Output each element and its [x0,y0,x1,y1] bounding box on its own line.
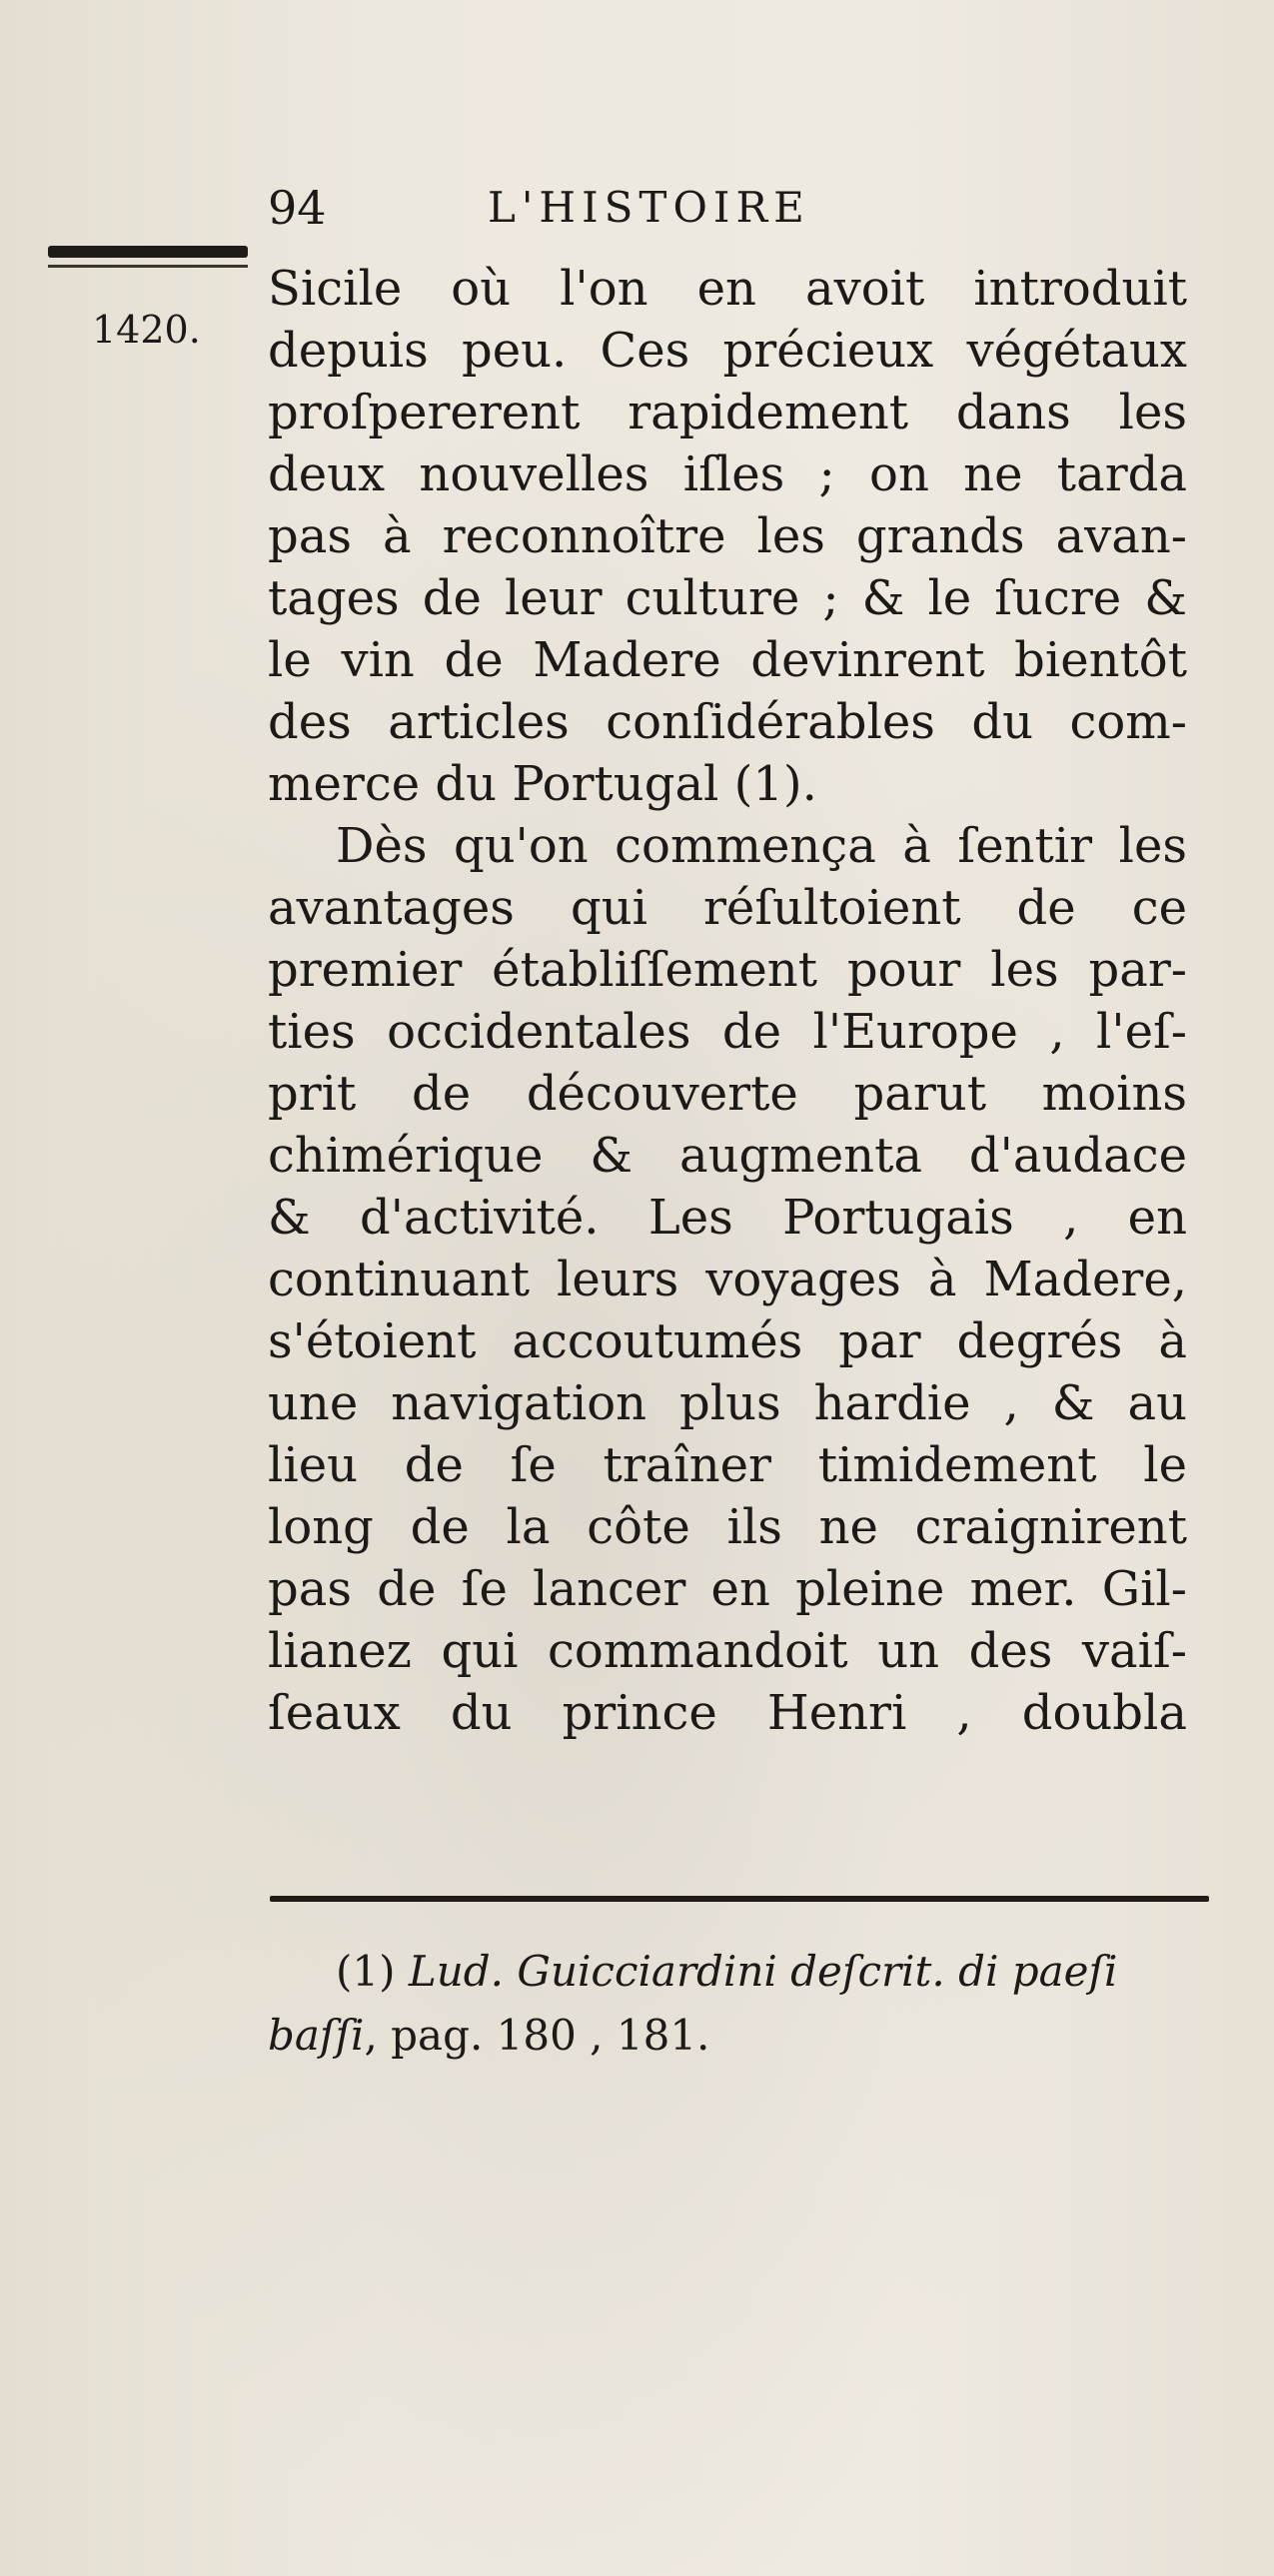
footnote-page-ref: , pag. 180 , 181. [364,2011,710,2060]
footnote-citation-cont: baſſi [268,2011,365,2060]
text-line: lianez qui commandoit un des vaiſ- [268,1623,1187,1679]
text-line: chimérique & augmenta d'audace [268,1128,1187,1184]
margin-year-note: 1420. [92,308,201,352]
header-rule-thin [48,265,248,268]
text-line: s'étoient accoutumés par degrés à [268,1313,1187,1369]
footnote-marker: (1) [336,1947,396,1996]
text-line: une navigation plus hardie , & au [268,1375,1187,1431]
text-line: depuis peu. Ces précieux végétaux [268,323,1187,379]
text-line: pas de ſe lancer en pleine mer. Gil- [268,1561,1187,1617]
text-line: merce du Portugal (1). [268,756,817,812]
text-line: tages de leur culture ; & le ſucre & [268,570,1187,626]
footnote [268,1940,1187,2068]
footnote-line [268,1940,1187,2004]
text-line: continuant leurs voyages à Madere, [268,1252,1187,1307]
text-line: avantages qui réſultoient de ce [268,880,1187,936]
text-line: Sicile où l'on en avoit introduit [268,261,1187,317]
text-line: prit de découverte parut moins [268,1066,1187,1122]
running-head [268,178,1007,238]
running-title: L'HISTOIRE [488,183,810,232]
text-line: premier établiſſement pour les par- [268,942,1187,998]
text-line: des articles conſidérables du com- [268,694,1187,750]
text-line: & d'activité. Les Portugais , en [268,1190,1187,1246]
text-line: ſeaux du prince Henri , doubla [268,1685,1187,1741]
header-rule-thick [48,246,248,258]
text-line: lieu de ſe traîner timidement le [268,1437,1187,1493]
footnote-line [268,2004,1187,2068]
text-line: proſpererent rapidement dans les [268,385,1187,440]
footnote-citation: Lud. Guicciardini deſcrit. di paeſi [408,1947,1118,1996]
text-line: pas à reconnoître les grands avan- [268,508,1187,564]
text-line: deux nouvelles iſles ; on ne tarda [268,446,1187,502]
footnote-rule [270,1896,1209,1902]
text-line: ties occidentales de l'Europe , l'eſ- [268,1004,1187,1060]
body-text [268,258,1187,1744]
page-number: 94 [268,181,327,235]
text-line: Dès qu'on commença à ſentir les [336,818,1187,874]
text-line: long de la côte ils ne craignirent [268,1499,1187,1555]
text-line: le vin de Madere devinrent bientôt [268,632,1187,688]
